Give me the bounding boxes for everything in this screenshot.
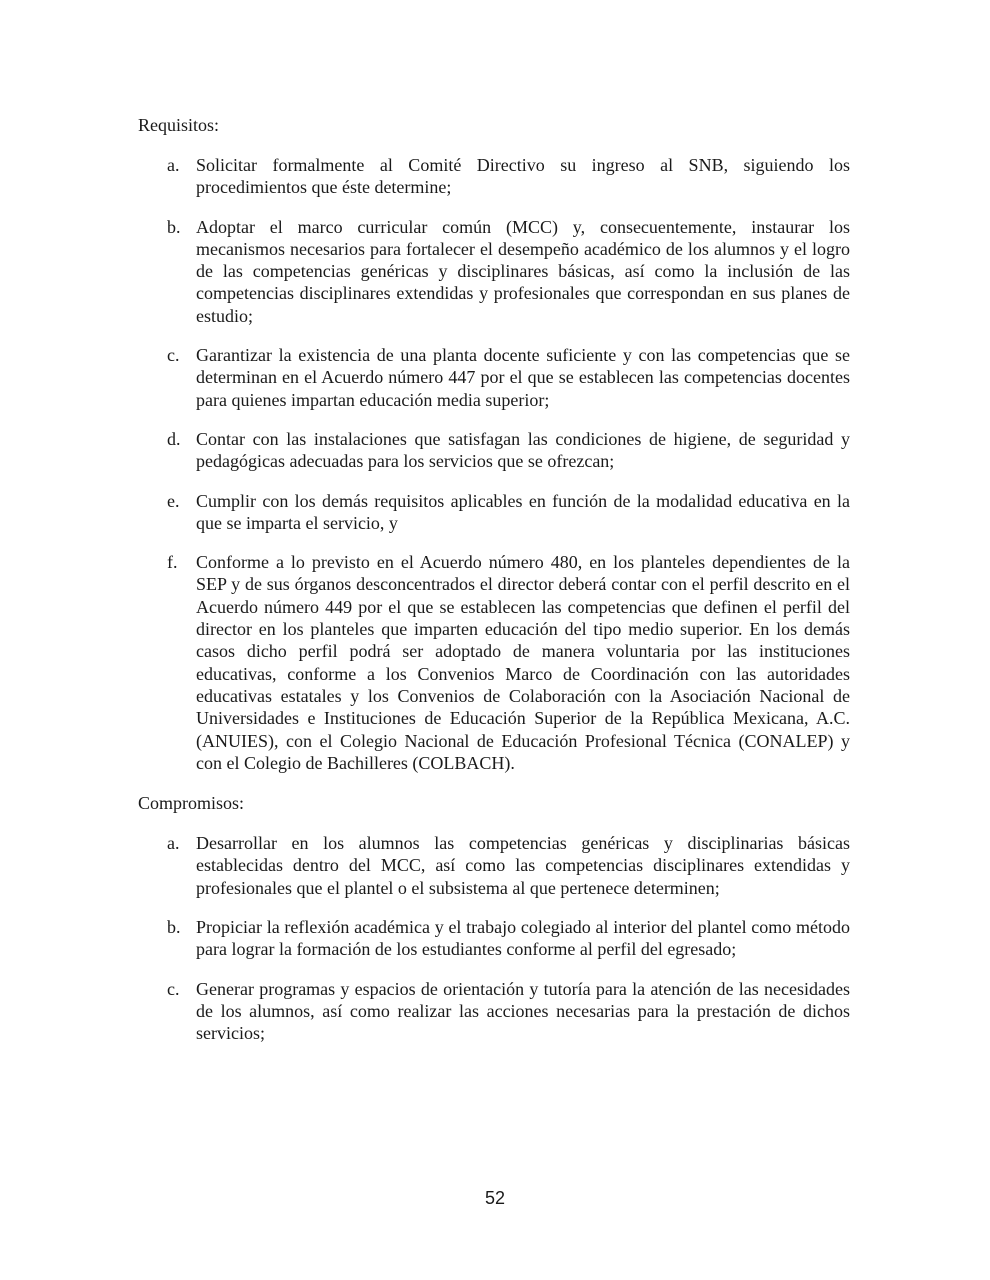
list-marker: a. [167, 155, 180, 175]
compromisos-list [138, 832, 850, 1044]
list-item-text: Propiciar la reflexión académica y el trabajo colegiado al interior del plantel como método para lograr la formación de los estudiantes conforme al perfil del egresado; [196, 917, 850, 960]
list-marker: b. [167, 216, 181, 237]
list-marker: c. [167, 978, 180, 999]
requisitos-heading: Requisitos: [138, 115, 220, 135]
list-marker: c. [167, 345, 180, 366]
compromiso-item-a [138, 832, 850, 899]
list-marker: f. [167, 552, 178, 573]
list-marker: b. [167, 917, 181, 938]
compromisos-heading: Compromisos: [138, 793, 245, 814]
list-item-text: Desarrollar en los alumnos las competencias genéricas y disciplinarias básicas establecidas dentro del MCC, así como las competencias disciplinares extendidas y profesionales que el plantel o el subsistema al que pertenece determinen; [196, 833, 850, 898]
requisito-item-c [138, 344, 850, 411]
requisito-item-b [138, 216, 850, 327]
compromiso-item-c [138, 978, 850, 1045]
requisitos-list [138, 154, 850, 774]
list-item-text: Contar con las instalaciones que satisfagan las condiciones de higiene, de seguridad y pedagógicas adecuadas para los servicios que se ofrezcan; [196, 428, 850, 472]
list-item-text: Adoptar el marco curricular común (MCC) y, consecuentemente, instaurar los mecanismos necesarios para fortalecer el desempeño académico de los alumnos y el logro de las competencias genéricas y disciplinares básicas, así como la inclusión de las competencias disciplinares extendidas y profesionales que correspondan en sus planes de estudio; [196, 216, 850, 326]
list-item-text: Generar programas y espacios de orientación y tutoría para la atención de las necesidades de los alumnos, así como realizar las acciones necesarias para la prestación de dichos servicios; [196, 978, 850, 1044]
page-number: 52 [484, 1188, 506, 1208]
list-item-text: Garantizar la existencia de una planta docente suficiente y con las competencias que se determinan en el Acuerdo número 447 por el que se establecen las competencias docentes para quienes impartan educación media superior; [196, 345, 850, 410]
document-page [138, 114, 850, 1063]
list-item-text: Cumplir con los demás requisitos aplicables en función de la modalidad educativa en la que se imparta el servicio, y [196, 490, 850, 533]
list-item-text: Solicitar formalmente al Comité Directivo su ingreso al SNB, siguiendo los procedimientos que éste determine; [196, 155, 850, 198]
list-item-text: Conforme a lo previsto en el Acuerdo número 480, en los planteles dependientes de la SEP y de sus órganos desconcentrados el director deberá contar con el perfil descrito en el Acuerdo número 449 por el que se establecen las competencias que definen el perfil del director en los planteles que imparten educación del tipo medio superior. En los demás casos dicho perfil podrá ser adoptado de manera voluntaria por las instituciones educativas, conforme a los Convenios Marco de Coordinación con las autoridades educativas estatales y los Convenios de Colaboración con la Asociación Nacional de Universidades e Instituciones de Educación Superior de la República Mexicana, A.C. (ANUIES), con el Colegio Nacional de Educación Profesional Técnica (CONALEP) y con el Colegio de Bachilleres (COLBACH). [196, 552, 850, 773]
compromiso-item-b [138, 916, 850, 961]
list-marker: a. [167, 833, 180, 854]
requisito-item-e [138, 490, 850, 535]
list-marker: d. [167, 428, 181, 449]
requisito-item-f [138, 551, 850, 774]
requisito-item-a [138, 154, 850, 199]
list-marker: e. [167, 490, 180, 511]
requisito-item-d [138, 428, 850, 473]
